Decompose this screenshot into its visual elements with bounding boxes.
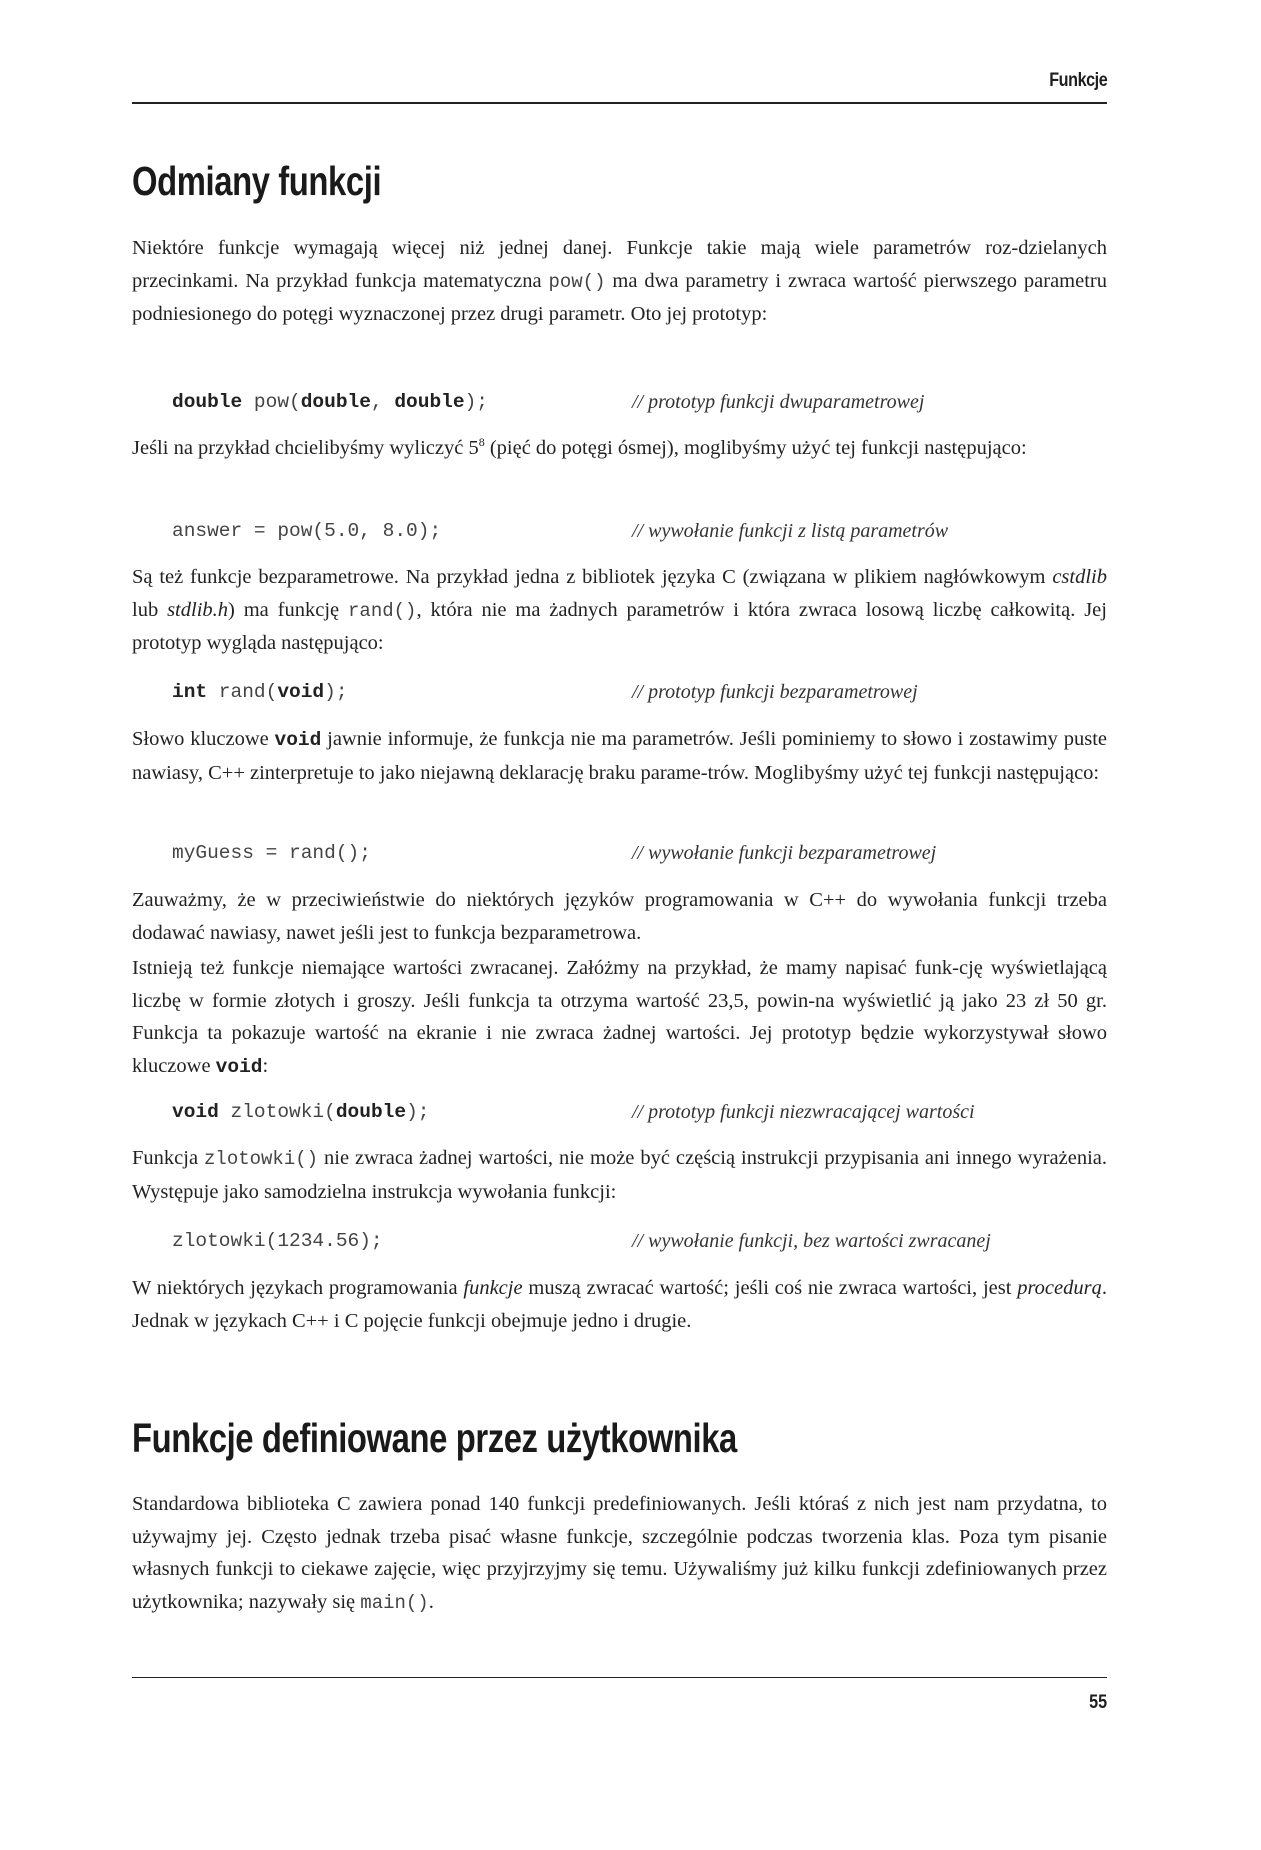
code-comment: // wywołanie funkcji, bez wartości zwracanej [632,1230,991,1252]
text: , która nie ma żadnych parametrów i która zwraca losową liczbę całkowitą. Jej prototyp wygląda następująco: [132,598,1107,654]
code-text: , [370,391,395,413]
code-text: rand( [207,681,278,703]
paragraph: Zauważmy, że w przeciwieństwie do niektórych języków programowania w C++ do wywołania funkcji trzeba dodawać nawiasy, nawet jeśli jest to funkcja bezparametrowa. [132,889,1107,944]
text: Są też funkcje bezparametrowe. Na przykład jedna z bibliotek języka C (związana w plikiem nagłówkowym [132,566,1053,588]
code-line [172,1226,1107,1256]
paragraph [132,1488,1107,1619]
italic-text: procedurą [1017,1277,1102,1299]
code-line [172,1097,1107,1127]
text: . [428,1590,434,1613]
page-number: 55 [1089,1692,1107,1713]
text: Istnieją też funkcje niemające wartości zwracanej. Załóżmy na przykład, że mamy napisać funk-cję wyświetlającą liczbę w formie złotych i groszy. Jeśli funkcja ta otrzyma wartość 23,5, powin-na wyświetlić ją jako 23 zł 50 gr. Funkcja ta pokazuje wartość na ekranie i nie zwraca żadnej wartości. Jej prototyp będzie wykorzystywał słowo kluczowe [132,957,1107,1077]
code-text: answer = pow(5.0, 8.0); [172,520,442,542]
code-keyword: void [277,681,325,703]
code-text: zlotowki(1234.56); [172,1230,383,1252]
text: : [262,1054,269,1077]
inline-keyword: void [215,1055,263,1078]
code-keyword: double [394,391,465,413]
text: Funkcja [132,1147,205,1169]
code-text: myGuess = rand(); [172,842,371,864]
inline-keyword: void [274,729,322,751]
text: . Jednak w językach C++ i C pojęcie funkcji obejmuje jedno i drugie. [132,1277,1107,1332]
code-text: ); [324,681,348,703]
code-text: ); [464,391,488,413]
footer-rule [132,1677,1107,1678]
code-line [172,516,1107,546]
inline-code: zlotowki() [204,1148,319,1170]
text: Jeśli na przykład chcielibyśmy wyliczyć 5 [132,437,479,459]
running-head: Funkcje [1048,70,1107,91]
code-line [172,387,1107,417]
paragraph [132,232,1107,331]
code-line [172,838,1107,868]
code-text: pow( [242,391,301,413]
text: Niektóre funkcje wymagają więcej niż jednej danej. Funkcje takie mają wiele parametrów roz-dzielanych przecinkami. Na przykład funkcja matematyczna [132,237,1107,292]
text: jawnie informuje, że funkcja nie ma parametrów. Jeśli pominiemy to słowo i zostawimy puste nawiasy, C++ zinterpretuje to jako niejawną deklarację braku parame-trów. Moglibyśmy użyć tej funkcji następująco: [132,728,1107,784]
paragraph [132,1272,1107,1337]
italic-text: stdlib.h [167,598,229,621]
code-comment: // wywołanie funkcji z listą parametrów [632,520,949,542]
text: lub [132,598,168,621]
section-title: Odmiany funkcji [132,158,382,204]
text: ma dwa parametry i zwraca wartość pierwszego parametru podniesionego do potęgi wyznaczonej przez drugi parametr. Oto jej prototyp: [132,269,1107,325]
code-comment: // prototyp funkcji bezparametrowej [632,681,918,703]
text: Standardowa biblioteka C zawiera ponad 140 funkcji predefiniowanych. Jeśli któraś z nich jest nam przydatna, to używajmy jej. Często jednak trzeba pisać własne funkcje, szczególnie podczas tworzenia klas. Poza tym pisanie własnych funkcji to ciekawe zajęcie, więc przyjrzyjmy się temu. Używaliśmy już kilku funkcji zdefiniowanych przez użytkownika; nazywały się [132,1493,1107,1613]
header-rule [132,102,1107,104]
book-page [132,60,1107,1760]
code-text: ); [406,1101,430,1123]
paragraph [132,723,1107,789]
inline-code: pow() [548,270,606,293]
code-line [172,677,1107,707]
text: ) ma funkcję [228,598,349,621]
text: Słowo kluczowe [132,728,275,750]
code-keyword: int [172,681,208,703]
superscript: 8 [478,435,485,450]
section-title: Funkcje definiowane przez użytkownika [132,1415,737,1461]
text: W niektórych językach programowania [132,1277,464,1299]
code-comment: // prototyp funkcji dwuparametrowej [632,391,925,413]
paragraph [132,1142,1107,1208]
paragraph [132,561,1107,660]
inline-code: main() [360,1591,429,1614]
code-keyword: void [172,1101,219,1123]
code-keyword: double [335,1101,407,1123]
italic-text: cstdlib [1052,566,1107,588]
paragraph [132,952,1107,1083]
code-comment: // prototyp funkcji niezwracającej wartości [632,1101,975,1123]
code-keyword: double [172,391,243,413]
code-comment: // wywołanie funkcji bezparametrowej [632,842,937,864]
text: muszą zwracać wartość; jeśli coś nie zwraca wartości, jest [522,1277,1018,1299]
text: nie zwraca żadnej wartości, nie może być częścią instrukcji przypisania ani innego wyrażenia. Występuje jako samodzielna instrukcja wywołania funkcji: [132,1147,1107,1203]
text: (pięć do potęgi ósmej), moglibyśmy użyć tej funkcji następująco: [484,437,1027,459]
code-text: zlotowki( [218,1101,336,1123]
code-keyword: double [300,391,371,413]
inline-code: rand() [348,599,417,622]
italic-text: funkcje [463,1277,523,1299]
paragraph [132,432,1107,465]
